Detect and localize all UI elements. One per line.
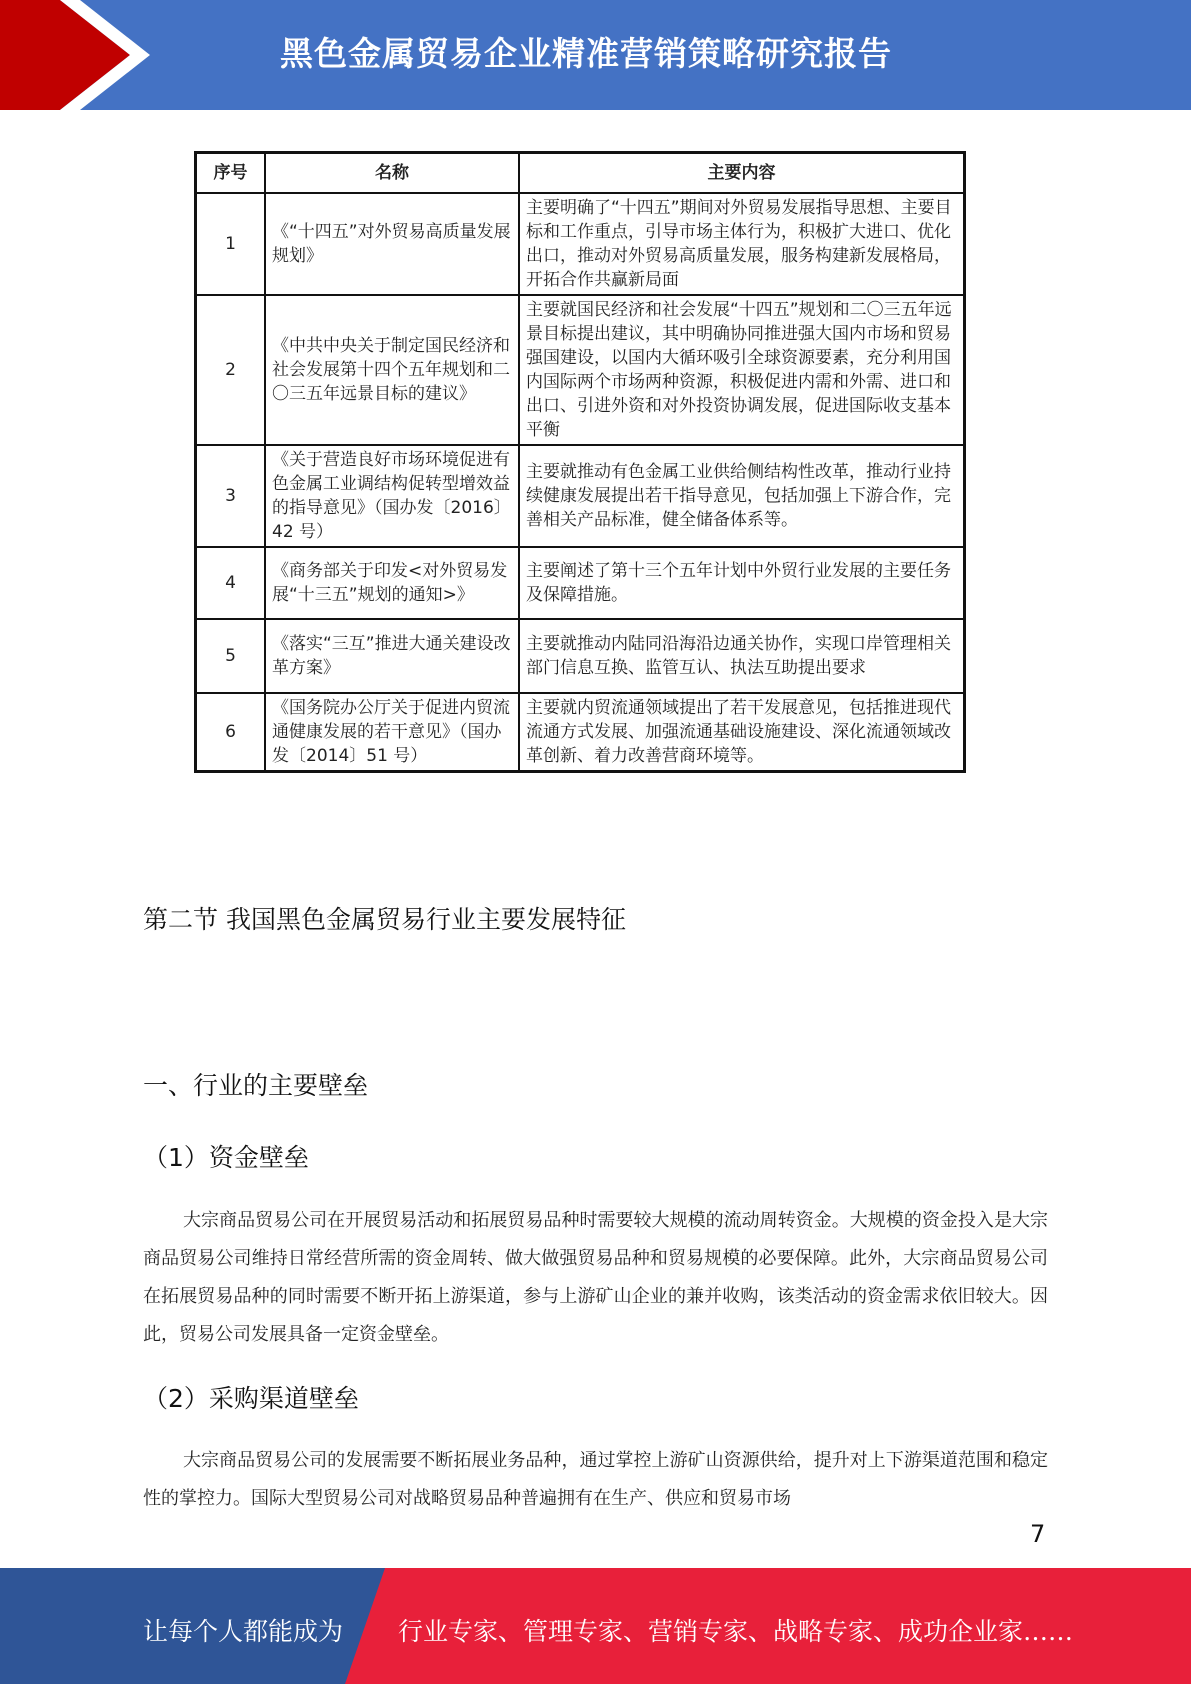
row-number: 1 xyxy=(196,193,266,295)
row-number: 2 xyxy=(196,295,266,445)
table-row xyxy=(196,193,965,295)
policy-content: 主要就国民经济和社会发展“十四五”规划和二〇三五年远景目标提出建议，其中明确协同推进强大国内市场和贸易强国建设，以国内大循环吸引全球资源要素，充分利用国内国际两个市场两种资源，积极促进内需和外需、进口和出口、引进外资和对外投资协调发展，促进国际收支基本平衡 xyxy=(519,295,965,445)
policy-name: 《落实“三互”推进大通关建设改革方案》 xyxy=(265,619,519,693)
table-row xyxy=(196,693,965,772)
row-number: 6 xyxy=(196,693,266,772)
page-footer xyxy=(0,1568,1191,1684)
policy-name: 《“十四五”对外贸易高质量发展规划》 xyxy=(265,193,519,295)
policy-name: 《中共中央关于制定国民经济和社会发展第十四个五年规划和二〇三五年远景目标的建议》 xyxy=(265,295,519,445)
paragraph-capital-barrier: 大宗商品贸易公司在开展贸易活动和拓展贸易品种时需要较大规模的流动周转资金。大规模的资金投入是大宗商品贸易公司维持日常经营所需的资金周转、做大做强贸易品种和贸易规模的必要保障。此外，大宗商品贸易公司在拓展贸易品种的同时需要不断开拓上游渠道，参与上游矿山企业的兼并收购，该类活动的资金需求依旧较大。因此，贸易公司发展具备一定资金壁垒。 xyxy=(143,1210,1048,1345)
row-number: 5 xyxy=(196,619,266,693)
table-row xyxy=(196,547,965,619)
table-row xyxy=(196,445,965,547)
row-number: 3 xyxy=(196,445,266,547)
policy-table xyxy=(194,151,966,773)
policy-content: 主要就推动有色金属工业供给侧结构性改革，推动行业持续健康发展提出若干指导意见，包括加强上下游合作，完善相关产品标准，健全储备体系等。 xyxy=(519,445,965,547)
page-header xyxy=(0,0,1191,110)
footer-slogan-left: 让每个人都能成为 xyxy=(143,1617,344,1646)
policy-name: 《商务部关于印发<对外贸易发展“十三五”规划的通知>》 xyxy=(265,547,519,619)
table-header-row xyxy=(196,153,965,194)
policy-content: 主要明确了“十四五”期间对外贸易发展指导思想、主要目标和工作重点，引导市场主体行为，积极扩大进口、优化出口，推动对外贸易高质量发展，服务构建新发展格局，开拓合作共赢新局面 xyxy=(519,193,965,295)
header-arrow-decoration xyxy=(0,0,160,110)
policy-content: 主要就推动内陆同沿海沿边通关协作，实现口岸管理相关部门信息互换、监管互认、执法互助提出要求 xyxy=(519,619,965,693)
policy-name: 《关于营造良好市场环境促进有色金属工业调结构促转型增效益的指导意见》（国办发〔2016〕42 号） xyxy=(265,445,519,547)
subheading-capital-barrier: （1）资金壁垒 xyxy=(143,1143,309,1172)
row-number: 4 xyxy=(196,547,266,619)
policy-content: 主要就内贸流通领域提出了若干发展意见，包括推进现代流通方式发展、加强流通基础设施建设、深化流通领域改革创新、着力改善营商环境等。 xyxy=(519,693,965,772)
heading-barriers: 一、行业的主要壁垒 xyxy=(143,1071,369,1100)
col-header-content: 主要内容 xyxy=(519,153,965,194)
table-row xyxy=(196,295,965,445)
policy-name: 《国务院办公厅关于促进内贸流通健康发展的若干意见》（国办发〔2014〕51 号） xyxy=(265,693,519,772)
policy-content: 主要阐述了第十三个五年计划中外贸行业发展的主要任务及保障措施。 xyxy=(519,547,965,619)
report-title: 黑色金属贸易企业精准营销策略研究报告 xyxy=(280,34,892,73)
section-title: 第二节 我国黑色金属贸易行业主要发展特征 xyxy=(143,905,626,934)
col-header-name: 名称 xyxy=(265,153,519,194)
paragraph-procurement-barrier: 大宗商品贸易公司的发展需要不断拓展业务品种，通过掌控上游矿山资源供给，提升对上下游渠道范围和稳定性的掌控力。国际大型贸易公司对战略贸易品种普遍拥有在生产、供应和贸易市场 xyxy=(143,1450,1048,1509)
subheading-procurement-barrier: （2）采购渠道壁垒 xyxy=(143,1384,359,1413)
page-number: 7 xyxy=(1030,1520,1046,1548)
footer-slogan-right: 行业专家、管理专家、营销专家、战略专家、成功企业家…… xyxy=(398,1617,1074,1646)
table-row xyxy=(196,619,965,693)
col-header-no: 序号 xyxy=(196,153,266,194)
